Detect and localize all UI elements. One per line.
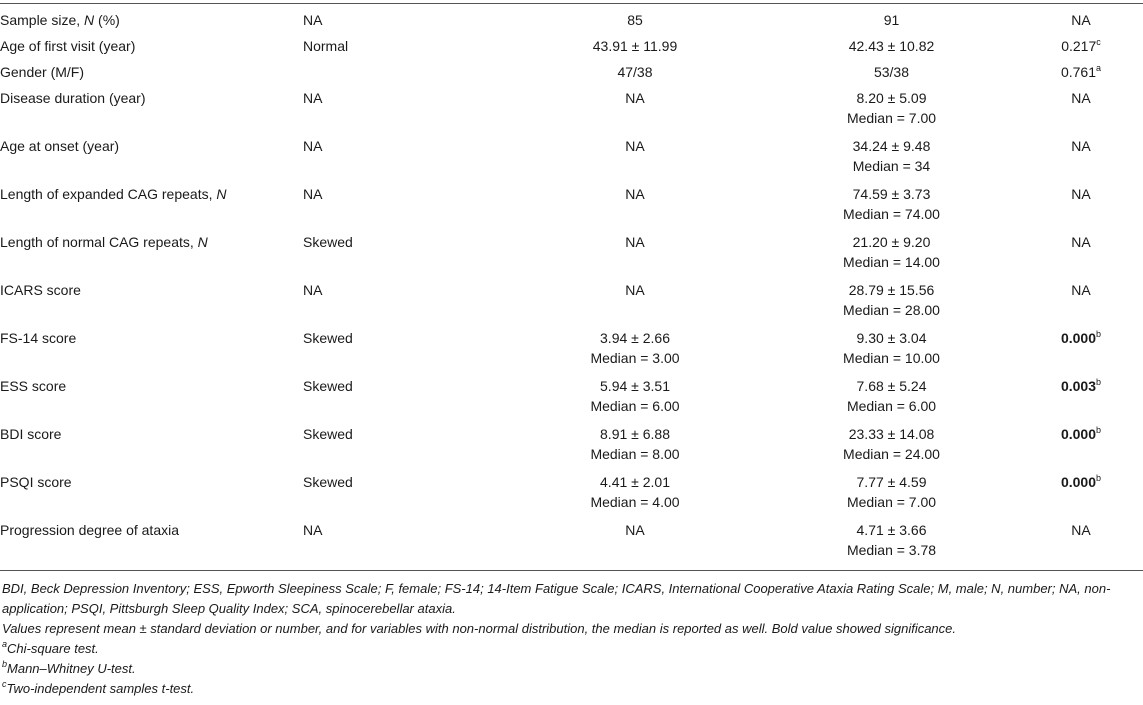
cell-value: 5.94 ± 3.51 [600, 378, 670, 394]
group-2-cell [764, 376, 1019, 424]
group-1-cell [506, 376, 764, 424]
note-marker: c [2, 679, 7, 689]
group-2-cell [764, 280, 1019, 328]
cell-value: Median = 6.00 [590, 398, 680, 414]
p-value: NA [1071, 186, 1091, 202]
group-2-cell [764, 88, 1019, 136]
table-row [0, 10, 1143, 36]
test-note [2, 659, 1141, 679]
row-label-cell [0, 472, 303, 520]
p-value: 0.000 [1060, 474, 1097, 490]
cell-value: Median = 7.00 [846, 494, 937, 510]
note-text: Mann–Whitney U-test. [7, 661, 136, 676]
p-value-cell [1019, 36, 1143, 62]
distribution-cell: NA [303, 12, 323, 28]
row-label-tail: (%) [94, 12, 120, 28]
distribution-cell: NA [303, 138, 323, 154]
note-marker: a [2, 639, 8, 649]
test-notes [2, 639, 1141, 699]
table-row [0, 280, 1143, 328]
p-value-superscript: b [1096, 329, 1102, 339]
cell-value: NA [625, 234, 645, 250]
p-value: 0.217 [1061, 38, 1097, 54]
group-2-cell [764, 424, 1019, 472]
row-label-cell [0, 62, 303, 88]
group-2-cell [764, 10, 1019, 36]
group-1-cell [506, 472, 764, 520]
p-value-cell [1019, 472, 1143, 520]
p-value-cell [1019, 184, 1143, 232]
row-label: Gender (M/F) [0, 64, 85, 80]
cell-value: 47/38 [617, 64, 653, 80]
cell-value: NA [625, 138, 645, 154]
cell-value: 42.43 ± 10.82 [848, 38, 935, 54]
group-1-cell [506, 424, 764, 472]
cell-value: NA [625, 90, 645, 106]
table-body [0, 10, 1143, 568]
group-1-cell [506, 328, 764, 376]
row-label: Length of expanded CAG repeats, [0, 186, 217, 202]
distribution-cell: Normal [303, 38, 349, 54]
row-label: FS-14 score [0, 330, 77, 346]
row-label-cell [0, 10, 303, 36]
row-label: ESS score [0, 378, 67, 394]
row-label-cell [0, 36, 303, 62]
cell-value: 7.68 ± 5.24 [856, 378, 927, 394]
table-bottom-rule [0, 570, 1143, 571]
cell-value: 4.41 ± 2.01 [600, 474, 670, 490]
group-2-cell [764, 184, 1019, 232]
group-1-cell [506, 280, 764, 328]
p-value: 0.000 [1060, 426, 1097, 442]
p-value: NA [1071, 138, 1091, 154]
distribution-cell: Skewed [303, 426, 353, 442]
cell-value: 74.59 ± 3.73 [852, 186, 931, 202]
p-value-cell [1019, 328, 1143, 376]
p-value: NA [1071, 12, 1091, 28]
table-top-rule [0, 3, 1143, 4]
group-1-cell [506, 10, 764, 36]
group-2-cell [764, 472, 1019, 520]
row-label: ICARS score [0, 282, 81, 298]
p-value: 0.761 [1060, 64, 1097, 80]
row-label-cell [0, 184, 303, 232]
row-label: Age of first visit (year) [0, 38, 136, 54]
cell-value: 85 [627, 12, 643, 28]
cell-value: Median = 74.00 [843, 206, 940, 222]
row-label: Progression degree of ataxia [0, 522, 179, 538]
p-value-superscript: c [1096, 37, 1101, 47]
distribution-cell: Skewed [303, 234, 353, 250]
row-label-italic: N [216, 186, 227, 202]
test-note [2, 639, 1141, 659]
p-value-cell [1019, 232, 1143, 280]
distribution-cell: Skewed [303, 474, 353, 490]
p-value: NA [1071, 522, 1091, 538]
cell-value: 28.79 ± 15.56 [848, 282, 935, 298]
cell-value: 8.91 ± 6.88 [600, 426, 670, 442]
cell-value: Median = 6.00 [846, 398, 937, 414]
cell-value: 7.77 ± 4.59 [856, 474, 927, 490]
note-marker: b [2, 659, 8, 669]
cell-value: 3.94 ± 2.66 [600, 330, 670, 346]
cell-value: Median = 3.78 [846, 542, 937, 558]
row-label-cell [0, 376, 303, 424]
note-text: Chi-square test. [7, 641, 99, 656]
group-2-cell [764, 232, 1019, 280]
p-value: NA [1071, 282, 1091, 298]
row-label-italic: N [197, 234, 208, 250]
p-value: 0.000 [1060, 330, 1097, 346]
group-2-cell [764, 328, 1019, 376]
table-row [0, 376, 1143, 424]
group-1-cell [506, 36, 764, 62]
row-label: Sample size, [0, 12, 85, 28]
cell-value: Median = 3.00 [590, 350, 680, 366]
row-label: Disease duration (year) [0, 90, 146, 106]
row-label: PSQI score [0, 474, 72, 490]
p-value-superscript: a [1096, 63, 1102, 73]
note-text: Two-independent samples t-test. [6, 681, 195, 696]
p-value-superscript: b [1096, 473, 1102, 483]
distribution-cell [303, 62, 506, 88]
p-value: NA [1071, 234, 1091, 250]
cell-value: Median = 7.00 [846, 110, 937, 126]
cell-value: 21.20 ± 9.20 [852, 234, 931, 250]
distribution-cell: NA [303, 186, 323, 202]
p-value-cell [1019, 136, 1143, 184]
cell-value: 8.20 ± 5.09 [856, 90, 927, 106]
table-row [0, 424, 1143, 472]
p-value-superscript: b [1096, 425, 1102, 435]
p-value: 0.003 [1060, 378, 1097, 394]
p-value-cell [1019, 376, 1143, 424]
p-value-cell [1019, 10, 1143, 36]
row-label-cell [0, 424, 303, 472]
group-1-cell [506, 184, 764, 232]
row-label: BDI score [0, 426, 62, 442]
table-row [0, 232, 1143, 280]
group-2-cell [764, 36, 1019, 62]
p-value-cell [1019, 280, 1143, 328]
cell-value: Median = 8.00 [590, 446, 680, 462]
cell-value: 9.30 ± 3.04 [856, 330, 927, 346]
row-label-cell [0, 88, 303, 136]
group-2-cell [764, 520, 1019, 568]
cell-value: NA [625, 522, 645, 538]
cell-value: NA [625, 186, 645, 202]
group-2-cell [764, 136, 1019, 184]
row-label-italic: N [84, 12, 95, 28]
table-footnotes [2, 579, 1141, 699]
p-value-cell [1019, 520, 1143, 568]
cell-value: 91 [883, 12, 900, 28]
results-table [0, 10, 1143, 568]
p-value-cell [1019, 88, 1143, 136]
distribution-cell: NA [303, 522, 323, 538]
distribution-cell: NA [303, 282, 323, 298]
table-row [0, 472, 1143, 520]
row-label-cell [0, 520, 303, 568]
distribution-cell: NA [303, 90, 323, 106]
group-1-cell [506, 88, 764, 136]
cell-value: Median = 28.00 [843, 302, 940, 318]
table-row [0, 184, 1143, 232]
cell-value: 4.71 ± 3.66 [856, 522, 927, 538]
p-value-cell [1019, 424, 1143, 472]
p-value-cell [1019, 62, 1143, 88]
p-value: NA [1071, 90, 1091, 106]
p-value-superscript: b [1096, 377, 1102, 387]
cell-value: 43.91 ± 11.99 [592, 38, 678, 54]
cell-value: Median = 24.00 [843, 446, 940, 462]
cell-value: NA [625, 282, 645, 298]
table-row [0, 136, 1143, 184]
table-row [0, 520, 1143, 568]
cell-value: Median = 10.00 [843, 350, 940, 366]
row-label-cell [0, 232, 303, 280]
cell-value: Median = 34 [852, 158, 931, 174]
distribution-cell: Skewed [303, 378, 353, 394]
row-label-cell [0, 280, 303, 328]
group-1-cell [506, 232, 764, 280]
row-label-cell [0, 328, 303, 376]
cell-value: 53/38 [873, 64, 910, 80]
values-note: Values represent mean ± standard deviation or number, and for variables with non-normal distribution, the median is reported as well. Bold value showed significance. [2, 621, 957, 636]
test-note [2, 679, 1141, 699]
group-1-cell [506, 136, 764, 184]
cell-value: 34.24 ± 9.48 [852, 138, 931, 154]
abbreviations-note: BDI, Beck Depression Inventory; ESS, Epworth Sleepiness Scale; F, female; FS-14; 14-Item Fatigue Scale; ICARS, International Cooperative Ataxia Rating Scale; M, male; N, number; NA, non-application; PSQI, Pittsburgh Sleep Quality Index; SCA, spinocerebellar ataxia. [2, 581, 1111, 616]
distribution-cell: Skewed [303, 330, 353, 346]
table-row [0, 62, 1143, 88]
table-row [0, 36, 1143, 62]
row-label-cell [0, 136, 303, 184]
group-1-cell [506, 520, 764, 568]
cell-value: Median = 4.00 [590, 494, 680, 510]
row-label: Age at onset (year) [0, 138, 120, 154]
group-1-cell [506, 62, 764, 88]
cell-value: Median = 14.00 [843, 254, 940, 270]
row-label: Length of normal CAG repeats, [0, 234, 198, 250]
cell-value: 23.33 ± 14.08 [848, 426, 935, 442]
table-row [0, 88, 1143, 136]
table-row [0, 328, 1143, 376]
group-2-cell [764, 62, 1019, 88]
